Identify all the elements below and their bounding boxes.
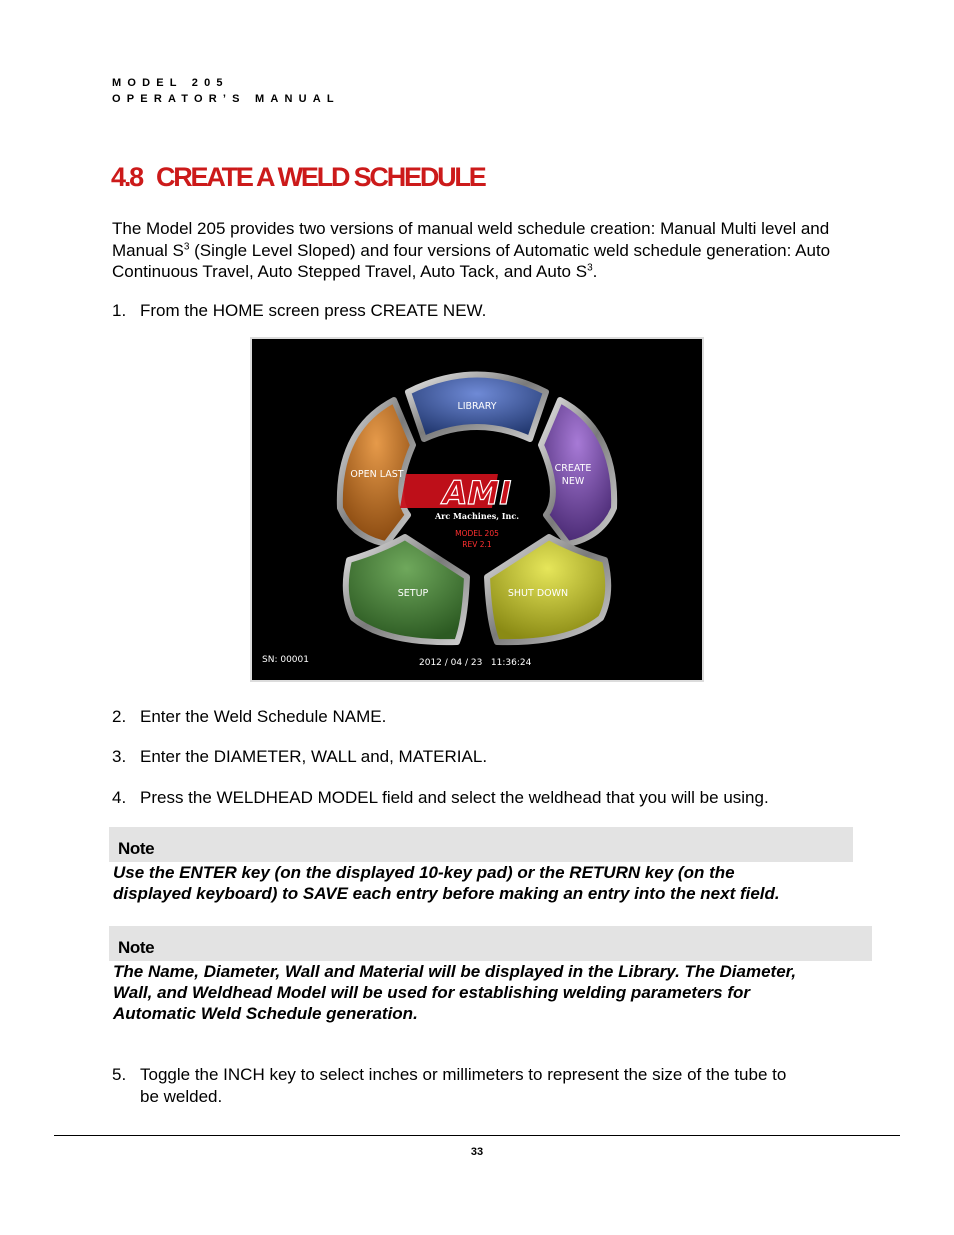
intro-text-1: The Model 205 provides two versions of manual weld schedule creation: Manual Multi level and Manual S	[112, 219, 830, 260]
create-new-label-line1: CREATE	[554, 463, 592, 474]
step-text: From the HOME screen press CREATE NEW.	[140, 301, 487, 320]
rev-label: REV 2.1	[462, 540, 492, 549]
library-button[interactable]	[408, 375, 546, 440]
step-text: Press the WELDHEAD MODEL field and select the weldhead that you will be using.	[140, 788, 769, 807]
library-label: LIBRARY	[457, 401, 497, 412]
step-5	[112, 1064, 786, 1107]
note-box-1	[109, 827, 853, 904]
note-body	[109, 961, 872, 1024]
page-number: 33	[470, 1146, 484, 1158]
note-line: displayed keyboard) to SAVE each entry before making an entry into the next field.	[113, 884, 780, 903]
date-time: 2012 / 04 / 23 11:36:24	[419, 658, 532, 668]
step-text	[140, 1064, 786, 1107]
step-text: Enter the Weld Schedule NAME.	[140, 707, 387, 726]
company-name: Arc Machines, Inc.	[434, 511, 520, 521]
intro-superscript-1: 3	[183, 240, 190, 252]
step-number: 2.	[112, 707, 127, 726]
step-number: 1.	[112, 301, 127, 320]
step-number: 5.	[112, 1065, 127, 1084]
manual-header-model: MODEL 205	[112, 77, 229, 89]
step-number: 3.	[112, 747, 127, 766]
footer-rule	[54, 1135, 900, 1136]
note-heading: Note	[109, 827, 853, 862]
note-box-2	[109, 926, 872, 1024]
step-2	[112, 706, 386, 728]
step-number: 4.	[112, 788, 127, 807]
intro-superscript-2: 3	[587, 262, 593, 274]
step-1	[112, 300, 486, 322]
note-line: Use the ENTER key (on the displayed 10-key pad) or the RETURN key (on the	[113, 863, 735, 882]
intro-text-3: .	[592, 262, 598, 281]
shut-down-label: SHUT DOWN	[507, 588, 569, 599]
step-text-line: Toggle the INCH key to select inches or millimeters to represent the size of the tube to	[140, 1065, 787, 1084]
logo-text: AMI	[442, 474, 512, 512]
intro-paragraph	[112, 218, 882, 283]
create-new-label-line2: NEW	[561, 476, 585, 487]
intro-text-2: (Single Level Sloped) and four versions of Automatic weld schedule generation: Auto Continuous Travel, Auto Stepped Travel, Auto Tack, and Auto S	[112, 240, 831, 281]
open-last-label: OPEN LAST	[350, 469, 404, 480]
section-title	[111, 162, 485, 193]
home-screen-image	[245, 332, 709, 687]
model-label: MODEL 205	[455, 529, 499, 538]
note-line: The Name, Diameter, Wall and Material will be displayed in the Library. The Diameter,	[113, 962, 797, 981]
section-title-text: CREATE A WELD SCHEDULE	[155, 162, 485, 192]
step-3	[112, 746, 487, 768]
section-number: 4.8	[111, 162, 142, 192]
note-heading: Note	[109, 926, 872, 961]
home-screen-screenshot	[245, 332, 709, 687]
note-line: Wall, and Weldhead Model will be used for establishing welding parameters for	[113, 983, 750, 1002]
setup-label: SETUP	[397, 588, 429, 599]
step-text: Enter the DIAMETER, WALL and, MATERIAL.	[140, 747, 488, 766]
note-line: Automatic Weld Schedule generation.	[113, 1004, 418, 1023]
serial-number: SN: 00001	[262, 655, 309, 665]
step-text-line: be welded.	[140, 1086, 223, 1106]
step-4	[112, 787, 769, 809]
note-body	[109, 862, 853, 904]
manual-header-title: OPERATOR’S MANUAL	[112, 93, 340, 105]
